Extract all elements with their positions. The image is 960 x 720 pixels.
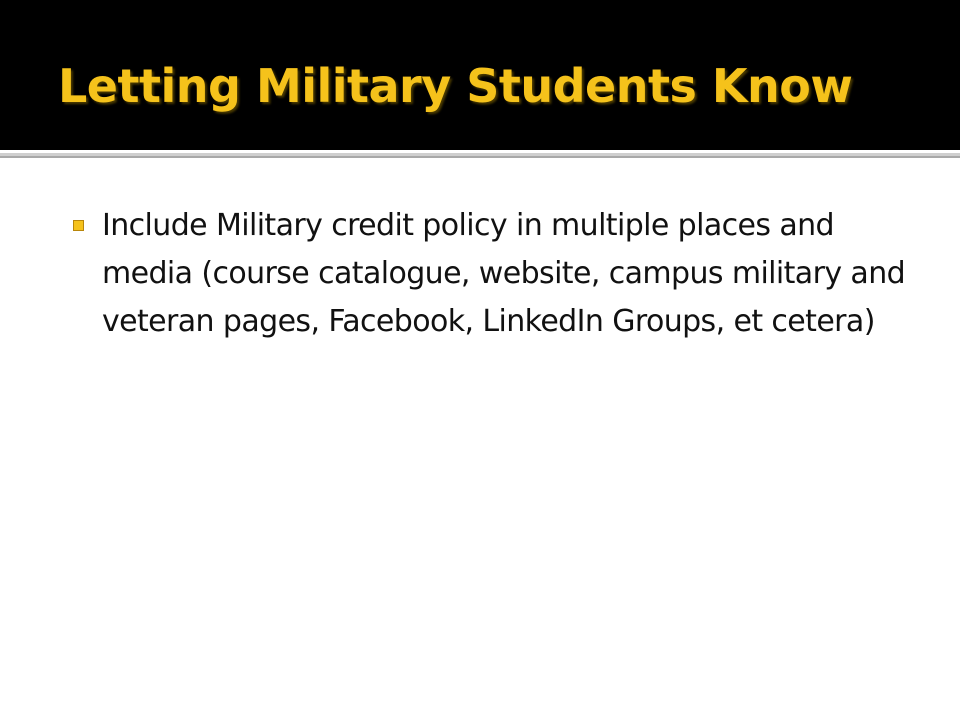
title-band [0,0,960,150]
bullet-list [65,202,925,346]
bullet-text: Include Military credit policy in multiple places and media (course catalogue, website, campus military and veteran pages, Facebook, LinkedIn Groups, et cetera) [102,208,906,339]
bullet-item [65,202,925,346]
square-bullet-icon [73,220,84,231]
title-divider-dark [0,156,960,158]
slide-title: Letting Military Students Know [58,59,853,113]
